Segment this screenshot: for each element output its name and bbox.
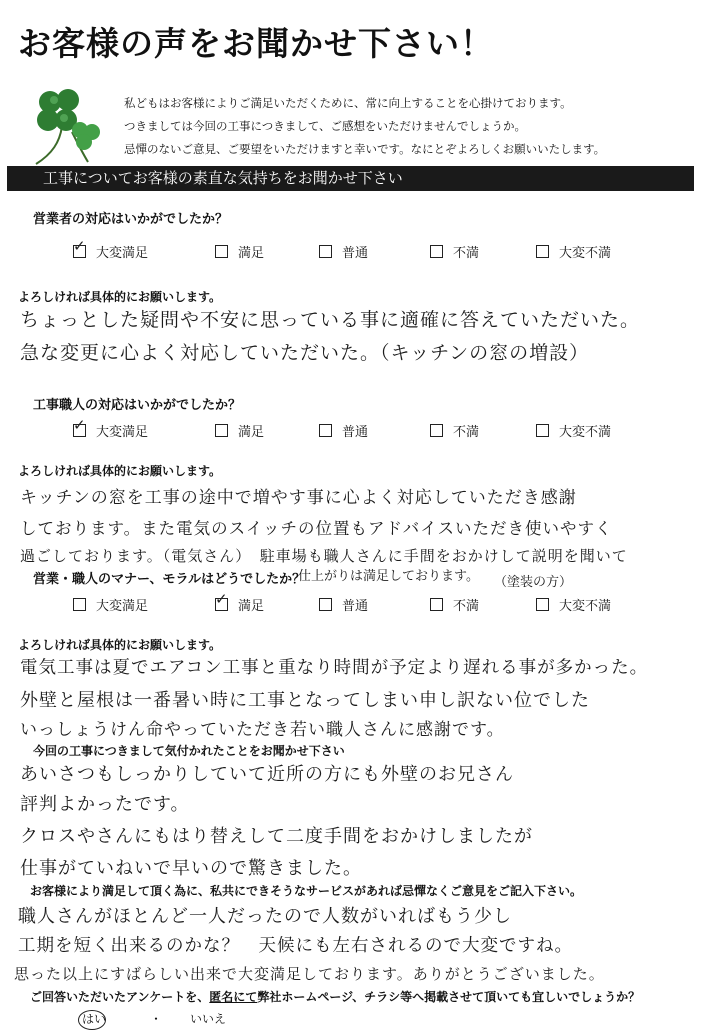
- option-very-dissatisfied[interactable]: 大変不満: [536, 595, 611, 614]
- service-question: お客様により満足して頂く為に、私共にできそうなサービスがあれば忌憚なくご意見をご記入下さい。: [30, 884, 583, 898]
- intro-text: [124, 92, 605, 161]
- check-mark-icon: ✓: [73, 416, 86, 434]
- notice-line: 評判よかったです。: [20, 794, 190, 815]
- intro-line: つきましては今回の工事につきまして、ご感想をいただけませんでしょうか。: [124, 119, 527, 133]
- checkbox[interactable]: [319, 424, 332, 437]
- answer-no[interactable]: いいえ: [190, 1012, 227, 1026]
- option-very-dissatisfied[interactable]: 大変不満: [536, 242, 611, 261]
- checkbox[interactable]: [73, 416, 86, 437]
- comment-aside: 仕上がりは満足しております。: [298, 569, 479, 584]
- question-manners: 営業・職人のマナー、モラルはどうでしたか？: [33, 572, 306, 587]
- checkbox[interactable]: [215, 590, 228, 611]
- checkbox[interactable]: [73, 237, 86, 258]
- option-dissatisfied[interactable]: 不満: [430, 421, 479, 440]
- comment-line: ちょっとした疑問や不安に思っている事に適確に答えていただいた。: [20, 309, 641, 331]
- check-mark-icon: ✓: [73, 237, 86, 255]
- comment-line: キッチンの窓を工事の途中で増やす事に心よく対応していただき感謝: [20, 488, 577, 508]
- option-neutral[interactable]: 普通: [319, 595, 368, 614]
- comment-line: 電気工事は夏でエアコン工事と重なり時間が予定より遅れる事が多かった。: [20, 658, 649, 678]
- options-sales: [73, 237, 673, 262]
- option-dissatisfied[interactable]: 不満: [430, 242, 479, 261]
- request-label: よろしければ具体的にお願いします。: [18, 290, 222, 304]
- service-line: 思った以上にすばらしい出来で大変満足しております。ありがとうございました。: [14, 965, 605, 983]
- options-manners: [73, 590, 673, 615]
- checkbox[interactable]: [536, 245, 549, 258]
- clover-icon: [22, 82, 100, 166]
- comment-line: 過ごしております。（電気さん） 駐車場も職人さんに手間をおかけして説明を聞いて: [20, 547, 628, 565]
- checkbox[interactable]: [430, 245, 443, 258]
- option-satisfied[interactable]: 満足: [215, 421, 264, 440]
- comment-aside-note: （塗装の方）: [494, 575, 573, 590]
- comment-line: 外壁と屋根は一番暑い時に工事となってしまい申し訳ない位でした: [20, 690, 590, 711]
- answer-separator: ・: [150, 1012, 163, 1026]
- checkbox[interactable]: [215, 424, 228, 437]
- answer-yes[interactable]: はい: [82, 1012, 107, 1026]
- checkbox[interactable]: [215, 245, 228, 258]
- comment-line: いっしょうけん命やっていただき若い職人さんに感謝です。: [20, 720, 505, 740]
- service-line: 職人さんがほとんど一人だったので人数がいればもう少し: [18, 906, 512, 927]
- checkbox[interactable]: [430, 598, 443, 611]
- intro-line: 忌憚のないご意見、ご要望をいただけますと幸いです。なにとぞよろしくお願いいたします。: [124, 142, 606, 156]
- option-very-dissatisfied[interactable]: 大変不満: [536, 421, 611, 440]
- option-very-satisfied[interactable]: ✓ 大変満足: [73, 416, 149, 440]
- notice-line: 仕事がていねいで早いので驚きました。: [20, 858, 362, 879]
- service-line: 工期を短く出来るのかな？ 天候にも左右されるので大変ですね。: [18, 936, 573, 956]
- page-title: お客様の声をお聞かせ下さい！: [18, 24, 494, 63]
- checkbox[interactable]: [319, 598, 332, 611]
- option-neutral[interactable]: 普通: [319, 242, 368, 261]
- checkbox[interactable]: [73, 598, 86, 611]
- notice-line: あいさつもしっかりしていて近所の方にも外壁のお兄さん: [20, 764, 514, 785]
- check-mark-icon: ✓: [215, 590, 228, 608]
- option-dissatisfied[interactable]: 不満: [430, 595, 479, 614]
- option-very-satisfied[interactable]: 大変満足: [73, 595, 148, 614]
- comment-line: 急な変更に心よく対応していただいた。（キッチンの窓の増設）: [20, 342, 590, 364]
- checkbox[interactable]: [536, 424, 549, 437]
- request-label: よろしければ具体的にお願いします。: [18, 464, 222, 478]
- option-satisfied[interactable]: ✓ 満足: [215, 590, 265, 614]
- anonymous-emphasis: 匿名にて: [209, 990, 258, 1004]
- request-label: よろしければ具体的にお願いします。: [18, 638, 222, 652]
- comment-line: しております。また電気のスイッチの位置もアドバイスいただき使いやすく: [20, 519, 613, 538]
- option-satisfied[interactable]: 満足: [215, 242, 264, 261]
- publish-question: ご回答いただいたアンケートを、匿名にて弊社ホームページ、チラシ等へ掲載させて頂いても宜しいでしょうか？: [30, 990, 641, 1004]
- option-neutral[interactable]: 普通: [319, 421, 368, 440]
- question-sales: 営業者の対応はいかがでしたか？: [33, 212, 229, 227]
- section-banner: 工事についてお客様の素直な気持ちをお聞かせ下さい: [7, 166, 694, 191]
- checkbox[interactable]: [430, 424, 443, 437]
- intro-line: 私どもはお客様によりご満足いただくために、常に向上することを心掛けております。: [124, 96, 572, 110]
- notice-line: クロスやさんにもはり替えして二度手間をおかけしましたが: [20, 826, 533, 847]
- options-craftsmen: [73, 416, 673, 441]
- checkbox[interactable]: [536, 598, 549, 611]
- notice-question: 今回の工事につきまして気付かれたことをお聞かせ下さい: [33, 744, 345, 758]
- question-craftsmen: 工事職人の対応はいかがでしたか？: [33, 398, 242, 413]
- option-very-satisfied[interactable]: ✓ 大変満足: [73, 237, 149, 261]
- checkbox[interactable]: [319, 245, 332, 258]
